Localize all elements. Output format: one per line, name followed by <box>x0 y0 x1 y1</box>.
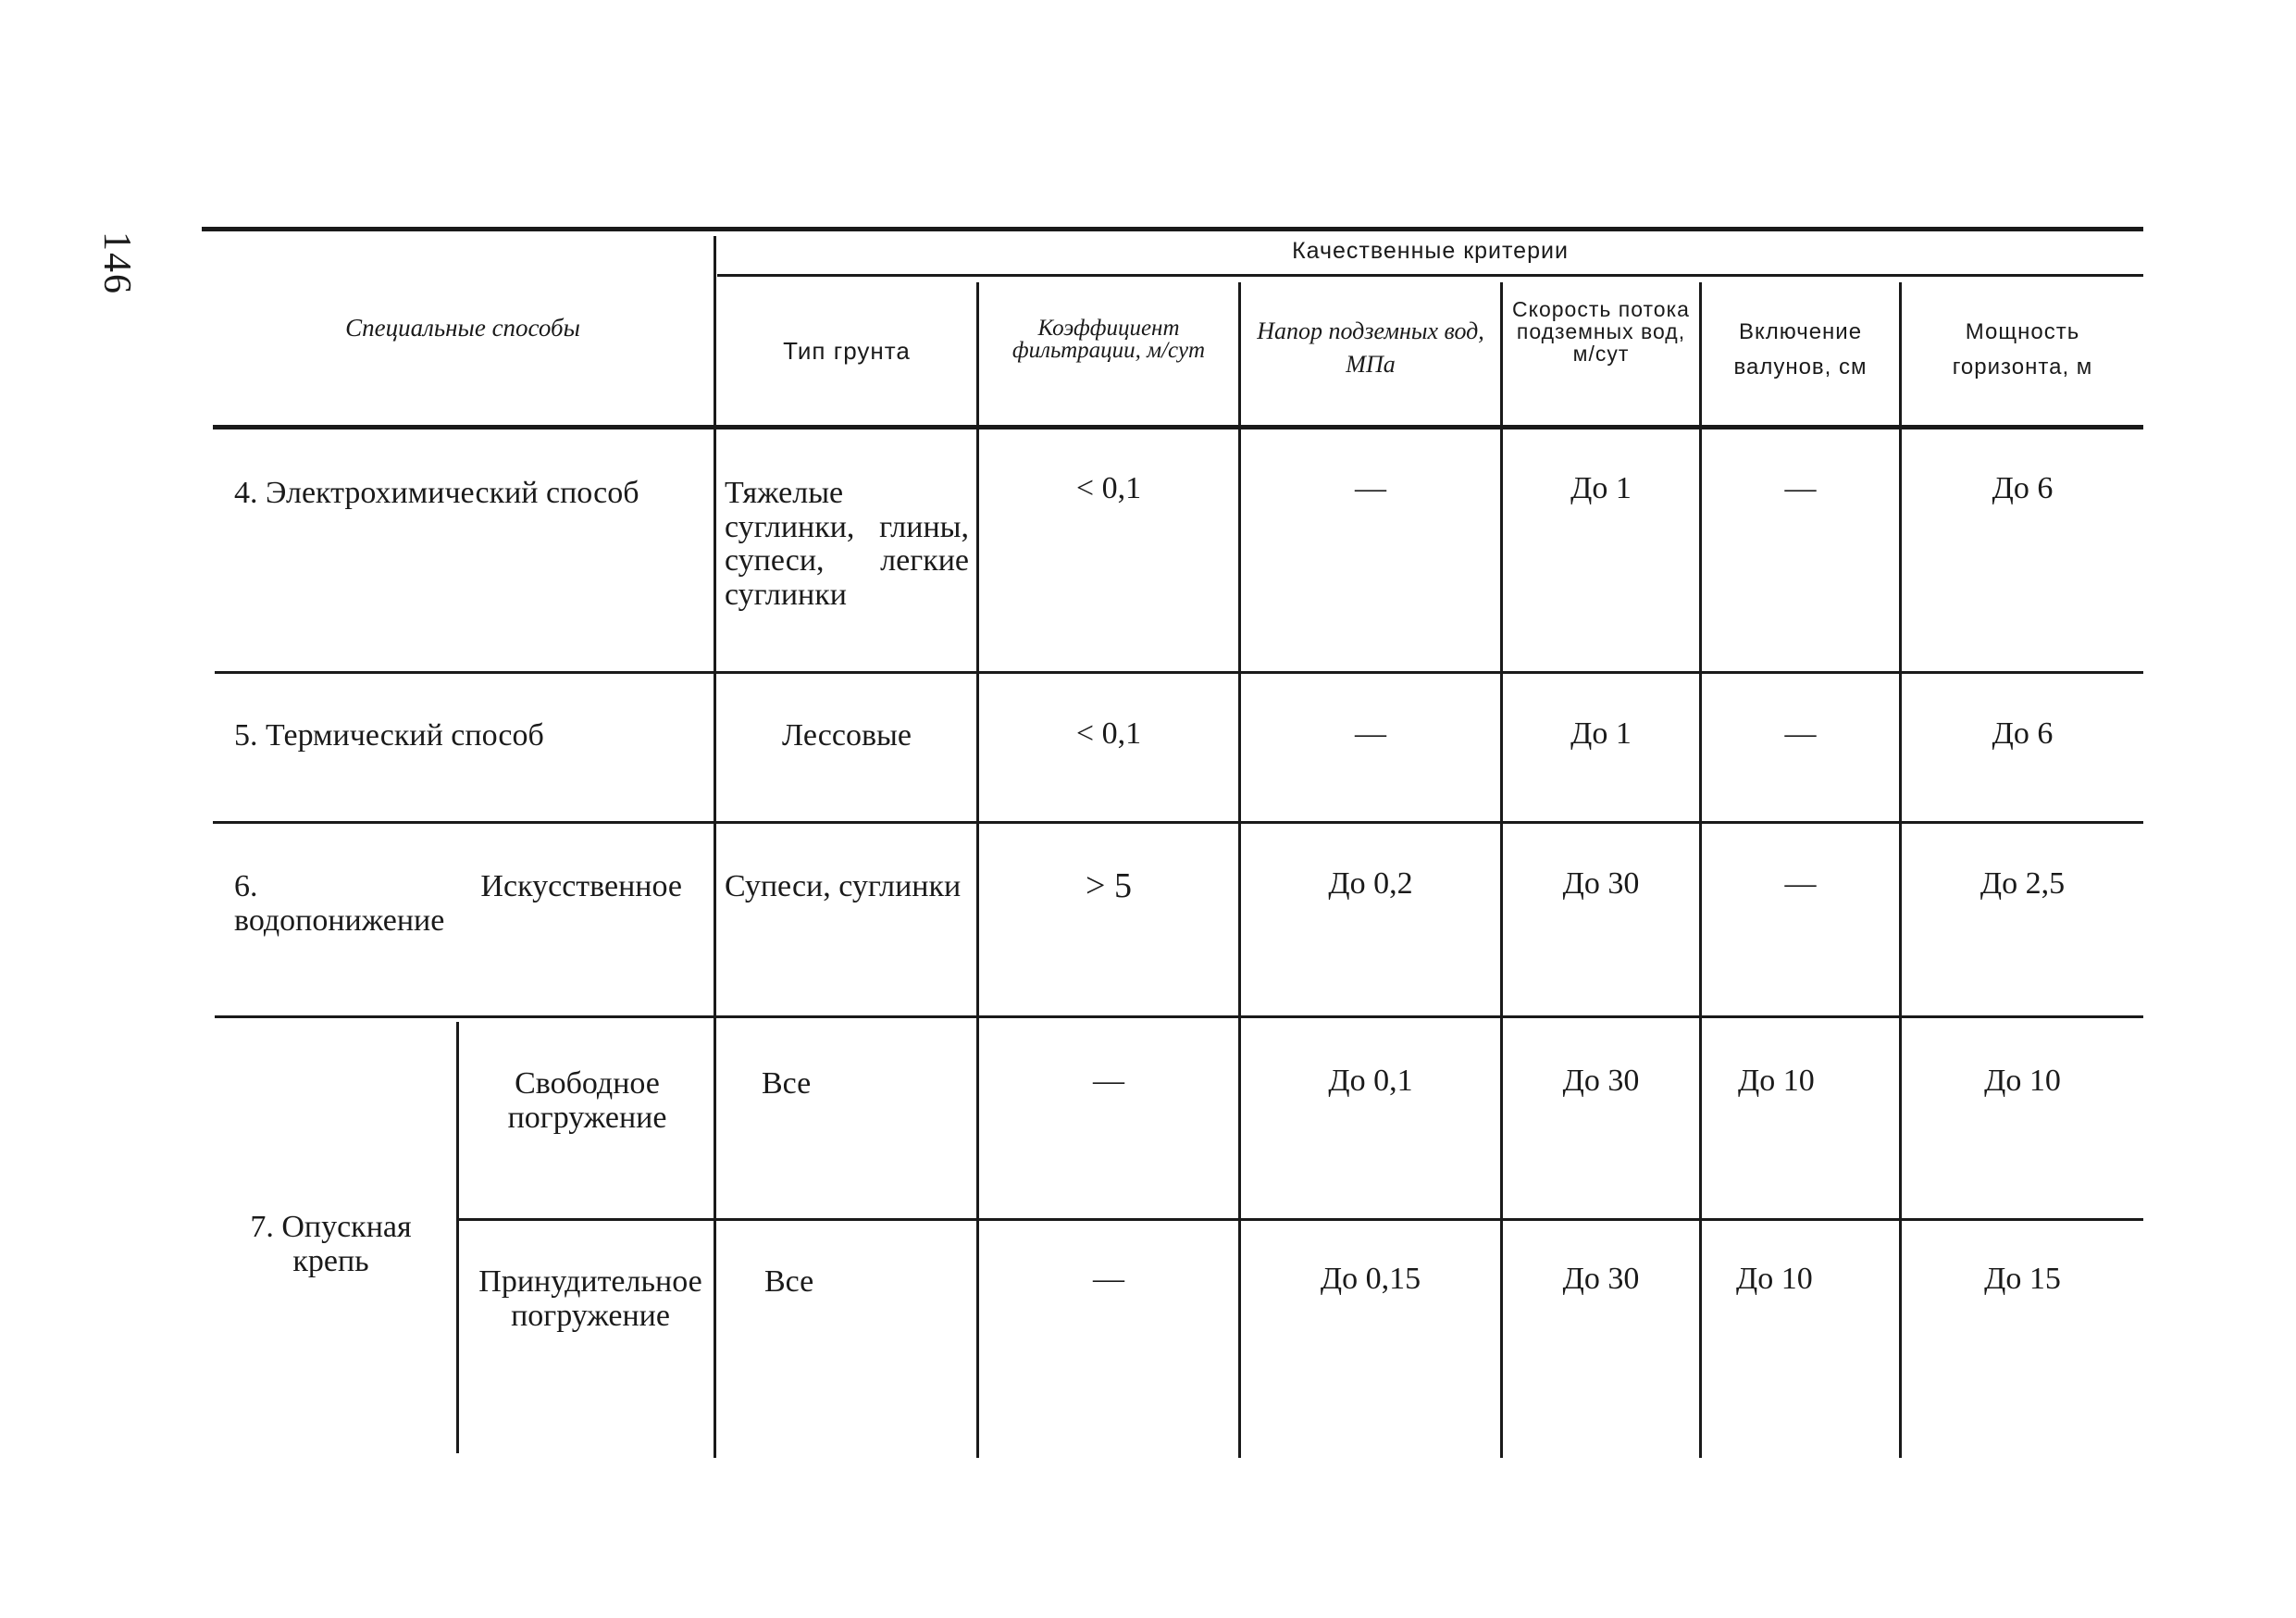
subrow-divider <box>457 1218 2143 1221</box>
velocity-cell: До 30 <box>1562 1064 1640 1098</box>
row-divider <box>215 1015 2143 1018</box>
soil-cell: Все <box>764 1264 814 1299</box>
pressure-cell: До 0,15 <box>1320 1262 1421 1296</box>
soil-type-header: Тип грунта <box>783 337 911 365</box>
soil-cell: Все <box>762 1066 812 1101</box>
velocity-cell: До 30 <box>1562 1262 1640 1296</box>
velocity-cell: До 1 <box>1570 471 1632 505</box>
submethod-cell: Принудительное погружение <box>478 1264 702 1333</box>
soil-cell: Тяжелые суглинки, глины, супеси, легкие суглинки <box>725 476 969 613</box>
velocity-header: Скорость потока подземных вод, м/сут <box>1512 297 1690 367</box>
boulders-cell: — <box>1784 471 1817 505</box>
boulders-cell: До 10 <box>1738 1064 1815 1098</box>
boulders-cell: До 10 <box>1736 1262 1813 1296</box>
methods-column-header: Специальные способы <box>345 314 580 342</box>
filtration-cell: > 5 <box>1086 866 1132 905</box>
thickness-header: Мощность горизонта, м <box>1952 319 2093 380</box>
thickness-cell: До 6 <box>1992 471 2054 505</box>
method-cell: 6. Искусственное водопонижение <box>234 869 682 938</box>
pressure-cell: — <box>1355 716 1386 751</box>
boulders-header: Включение валунов, см <box>1733 319 1868 380</box>
soil-cell: Лессовые <box>782 718 912 753</box>
method-cell: 4. Электрохимический способ <box>234 476 639 510</box>
table-top-rule <box>202 227 2143 231</box>
pressure-cell: — <box>1355 471 1386 505</box>
page-number: 146 <box>95 231 138 295</box>
thickness-cell: До 15 <box>1984 1262 2061 1296</box>
header-bottom-rule <box>213 425 2143 429</box>
pressure-cell: До 0,2 <box>1328 866 1413 901</box>
filtration-cell: < 0,1 <box>1075 471 1142 505</box>
filtration-header: Коэффициент фильтрации, м/сут <box>1011 316 1206 363</box>
soil-cell: Супеси, суглинки <box>725 869 962 903</box>
group-method-cell: 7. Опускная крепь <box>250 1210 412 1278</box>
filtration-cell: — <box>1093 1064 1124 1098</box>
pressure-header: Напор подземных вод, МПа <box>1257 317 1484 379</box>
row-divider <box>213 821 2143 824</box>
filtration-cell: — <box>1093 1262 1124 1296</box>
group-divider <box>456 1022 459 1453</box>
velocity-cell: До 30 <box>1562 866 1640 901</box>
criteria-group-rule <box>717 274 2143 277</box>
boulders-cell: — <box>1784 716 1817 751</box>
pressure-cell: До 0,1 <box>1328 1064 1413 1098</box>
row-divider <box>215 671 2143 674</box>
boulders-cell: — <box>1784 866 1817 901</box>
filtration-cell: < 0,1 <box>1075 716 1142 751</box>
submethod-cell: Свободное погружение <box>507 1066 667 1135</box>
criteria-group-header: Качественные критерии <box>1292 238 1569 264</box>
method-cell: 5. Термический способ <box>234 718 544 753</box>
thickness-cell: До 6 <box>1992 716 2054 751</box>
velocity-cell: До 1 <box>1570 716 1632 751</box>
thickness-cell: До 10 <box>1984 1064 2061 1098</box>
thickness-cell: До 2,5 <box>1980 866 2066 901</box>
